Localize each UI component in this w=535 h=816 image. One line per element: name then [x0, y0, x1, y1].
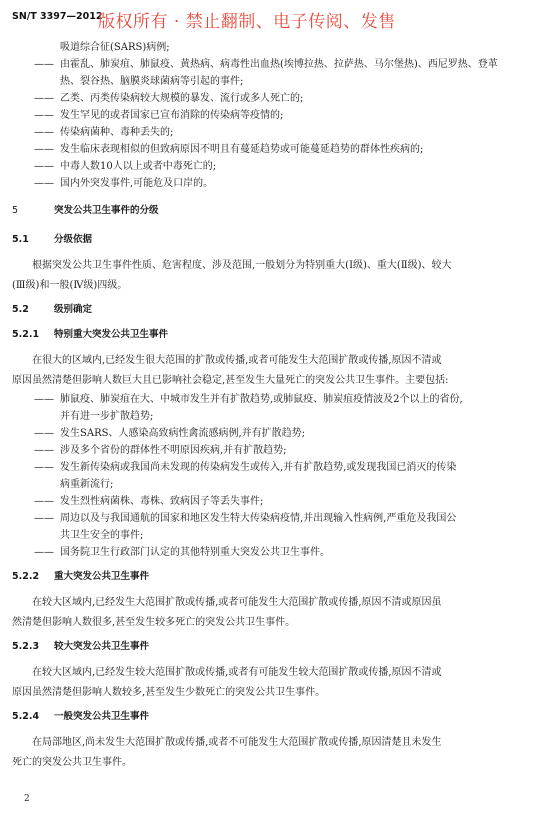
standard-code: SN/T 3397—2012	[12, 11, 103, 22]
section-heading-5-2-2: 5.2.2 重大突发公共卫生事件	[12, 571, 150, 582]
paragraph: 原因虽然清楚但影响人数巨大且已影响社会稳定,甚至发生大量死亡的突发公共卫生事件。主要包括:	[12, 374, 449, 386]
bullet-list	[12, 391, 525, 561]
paragraph: (Ⅲ级)和一般(Ⅳ级)四级。	[12, 279, 128, 291]
list-item: —— 传染病菌种、毒种丢失的;	[34, 127, 174, 138]
page-header	[12, 8, 532, 32]
section-heading-5-2-4: 5.2.4 一般突发公共卫生事件	[12, 711, 150, 722]
list-item: —— 由霍乱、肺炭疽、肺鼠疫、黄热病、病毒性出血热(埃博拉热、拉萨热、马尔堡热)、西尼罗热、登革	[34, 59, 498, 70]
list-item: 热、裂谷热、脑膜炎球菌病等引起的事件;	[60, 76, 244, 87]
paragraph: 根据突发公共卫生事件性质、危害程度、涉及范围,一般划分为特别重大(Ⅰ级)、重大(Ⅱ级)、较大	[32, 260, 452, 271]
section-heading-5-2-3: 5.2.3 较大突发公共卫生事件	[12, 641, 150, 652]
paragraph: 原因虽然清楚但影响人数较多,甚至发生少数死亡的突发公共卫生事件。	[12, 686, 326, 698]
list-item: —— 涉及多个省份的群体性不明原因疾病,并有扩散趋势;	[34, 445, 287, 456]
copyright-watermark: 版权所有 · 禁止翻制、电子传阅、发售	[98, 12, 396, 32]
list-item: —— 发生SARS、人感染高致病性禽流感病例,并有扩散趋势;	[34, 428, 305, 439]
list-item: 共卫生安全的事件;	[60, 530, 144, 541]
list-item: 病重新流行;	[60, 479, 114, 490]
list-item: —— 肺鼠疫、肺炭疽在大、中城市发生并有扩散趋势,或肺鼠疫、肺炭疽疫情波及2个以上的省份,	[34, 394, 463, 405]
list-item: —— 发生烈性病菌株、毒株、致病因子等丢失事件;	[34, 496, 264, 507]
section-heading-5: 5 突发公共卫生事件的分级	[12, 205, 159, 216]
paragraph: 死亡的突发公共卫生事件。	[12, 756, 132, 768]
section-heading-5-2: 5.2 级别确定	[12, 304, 93, 315]
list-item: 并有进一步扩散趋势;	[60, 411, 154, 422]
paragraph: 在局部地区,尚未发生大范围扩散或传播,或者不可能发生大范围扩散或传播,原因清楚且未发生	[32, 737, 442, 748]
list-item: —— 周边以及与我国通航的国家和地区发生特大传染病疫情,并出现输入性病例,严重危及我国公	[34, 513, 457, 524]
paragraph: 在较大区域内,已经发生大范围扩散或传播,或者可能发生大范围扩散或传播,原因不清或原因虽	[32, 597, 442, 608]
list-item: —— 发生罕见的或者国家已宣布消除的传染病等疫情的;	[34, 110, 284, 121]
section-heading-5-2-1: 5.2.1 特别重大突发公共卫生事件	[12, 329, 169, 340]
list-item: —— 发生新传染病或我国尚未发现的传染病发生或传入,并有扩散趋势,或发现我国已消灭的传染	[34, 462, 457, 473]
paragraph: 在很大的区域内,已经发生很大范围的扩散或传播,或者可能发生大范围扩散或传播,原因不清或	[32, 355, 442, 366]
list-item: —— 国内外突发事件,可能危及口岸的。	[34, 178, 214, 189]
continued-list	[12, 39, 525, 192]
list-item: —— 国务院卫生行政部门认定的其他特别重大突发公共卫生事件。	[34, 547, 330, 558]
page-number: 2	[24, 794, 30, 804]
list-item: —— 中毒人数10人以上或者中毒死亡的;	[34, 161, 217, 172]
list-item: 吸道综合征(SARS)病例;	[60, 42, 170, 53]
paragraph: 在较大区域内,已经发生较大范围扩散或传播,或者有可能发生较大范围扩散或传播,原因不清或	[32, 667, 442, 678]
document-body	[12, 39, 525, 773]
paragraph: 然清楚但影响人数很多,甚至发生较多死亡的突发公共卫生事件。	[12, 616, 296, 628]
section-heading-5-1: 5.1 分级依据	[12, 234, 93, 245]
list-item: —— 乙类、丙类传染病较大规模的暴发、流行或多人死亡的;	[34, 93, 304, 104]
list-item: —— 发生临床表现相似的但致病原因不明且有蔓延趋势或可能蔓延趋势的群体性疾病的;	[34, 144, 424, 155]
